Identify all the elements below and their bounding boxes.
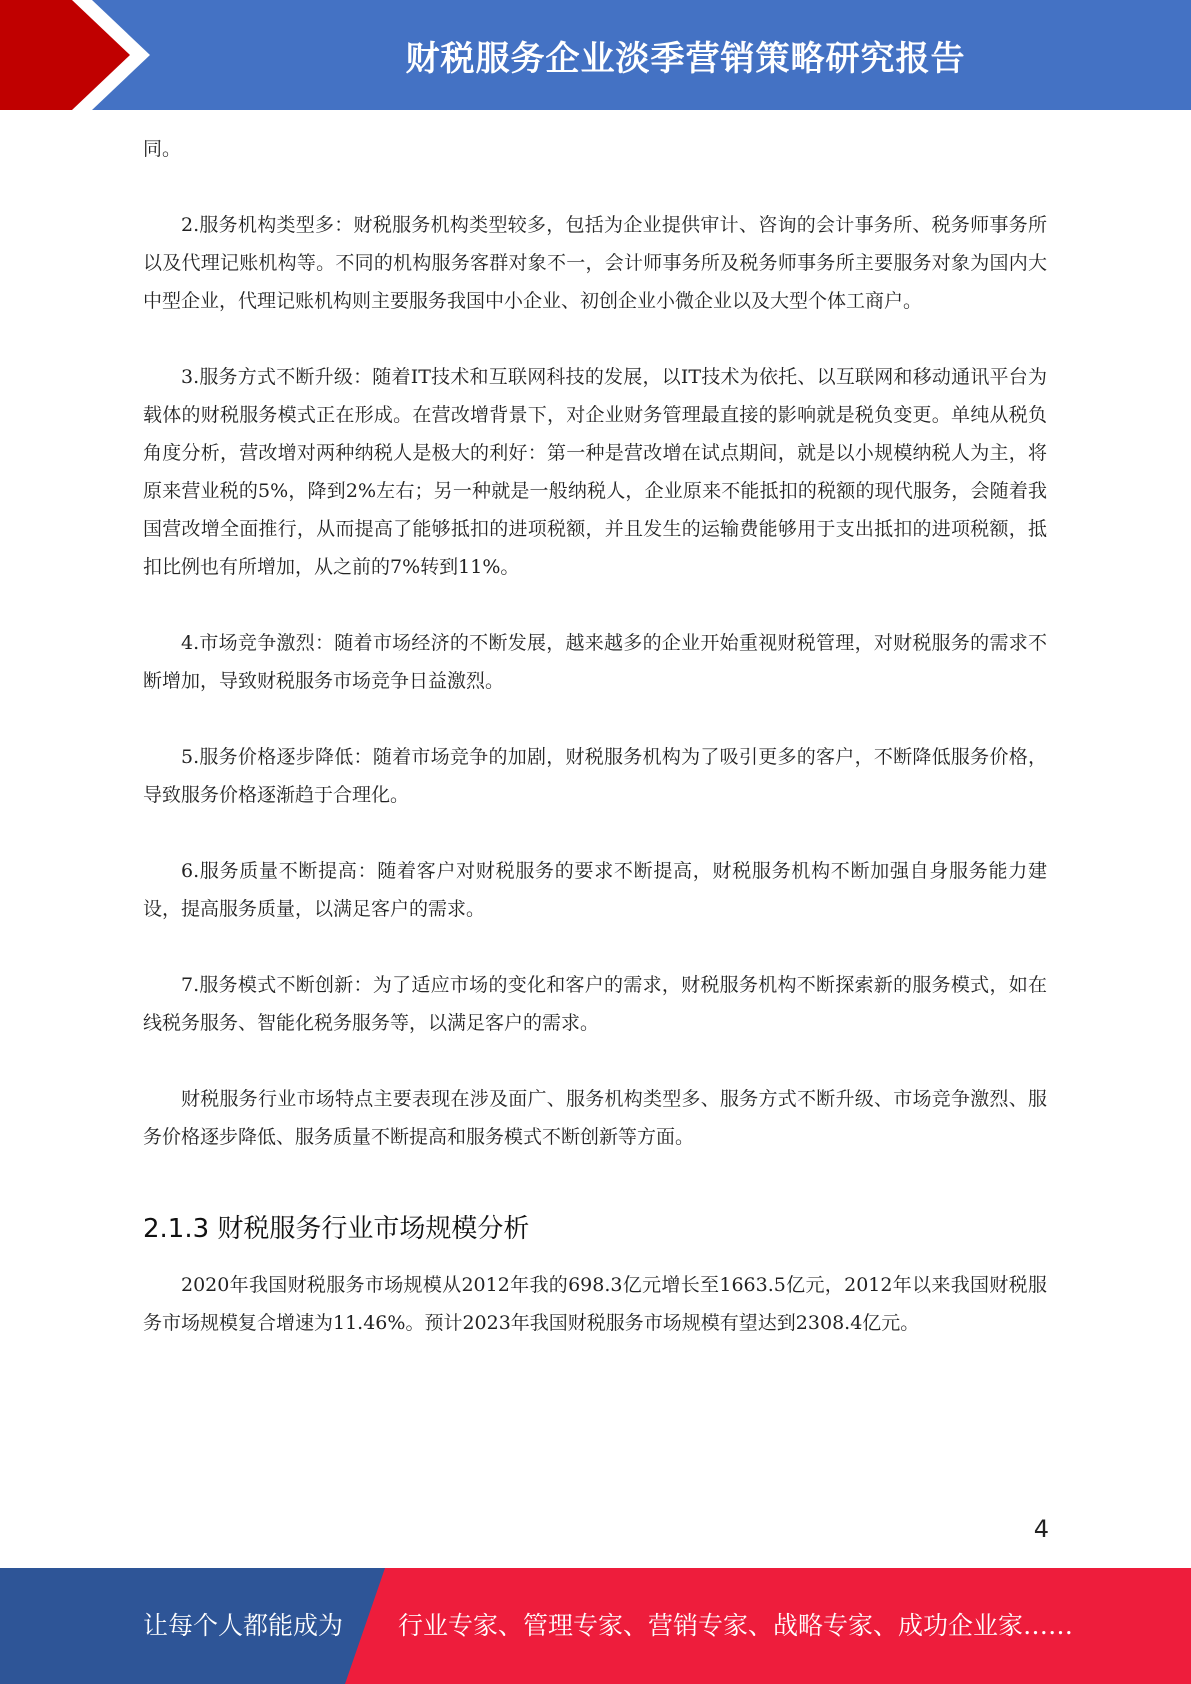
page-footer [0, 1568, 1191, 1684]
paragraph-service-types: 2.服务机构类型多：财税服务机构类型较多，包括为企业提供审计、咨询的会计事务所、税务师事务所以及代理记账机构等。不同的机构服务客群对象不一，会计师事务所及税务师事务所主要服务对象为国内大中型企业，代理记账机构则主要服务我国中小企业、初创企业小微企业以及大型个体工商户。 [143, 214, 1047, 312]
page-header [0, 0, 1191, 110]
footer-slogan-left: 让每个人都能成为 [143, 1611, 344, 1640]
paragraph-innovation: 7.服务模式不断创新：为了适应市场的变化和客户的需求，财税服务机构不断探索新的服务模式，如在线税务服务、智能化税务服务等，以满足客户的需求。 [143, 974, 1047, 1034]
footer-slogan-right: 行业专家、管理专家、营销专家、战略专家、成功企业家…… [398, 1611, 1074, 1640]
paragraph-price: 5.服务价格逐步降低：随着市场竞争的加剧，财税服务机构为了吸引更多的客户，不断降低服务价格，导致服务价格逐渐趋于合理化。 [143, 746, 1047, 806]
page-content [143, 130, 1047, 1342]
section-heading: 2.1.3 财税服务行业市场规模分析 [143, 1214, 530, 1244]
paragraph-summary: 财税服务行业市场特点主要表现在涉及面广、服务机构类型多、服务方式不断升级、市场竞争激烈、服务价格逐步降低、服务质量不断提高和服务模式不断创新等方面。 [143, 1088, 1047, 1148]
page-number: 4 [1033, 1515, 1049, 1543]
header-arrow-decoration [0, 0, 180, 110]
paragraph-service-upgrade: 3.服务方式不断升级：随着IT技术和互联网科技的发展，以IT技术为依托、以互联网和移动通讯平台为载体的财税服务模式正在形成。在营改增背景下，对企业财务管理最直接的影响就是税负变更。单纯从税负角度分析，营改增对两种纳税人是极大的利好：第一种是营改增在试点期间，就是以小规模纳税人为主，将原来营业税的5%，降到2%左右；另一种就是一般纳税人，企业原来不能抵扣的税额的现代服务，会随着我国营改增全面推行，从而提高了能够抵扣的进项税额，并且发生的运输费能够用于支出抵扣的进项税额，抵扣比例也有所增加，从之前的7%转到11%。 [143, 366, 1047, 578]
paragraph-competition: 4.市场竞争激烈：随着市场经济的不断发展，越来越多的企业开始重视财税管理，对财税服务的需求不断增加，导致财税服务市场竞争日益激烈。 [143, 632, 1047, 692]
header-title: 财税服务企业淡季营销策略研究报告 [405, 38, 966, 79]
paragraph-market-size: 2020年我国财税服务市场规模从2012年我的698.3亿元增长至1663.5亿元，2012年以来我国财税服务市场规模复合增速为11.46%。预计2023年我国财税服务市场规模有望达到2308.4亿元。 [143, 1274, 1047, 1334]
continuation-text: 同。 [143, 138, 182, 160]
paragraph-quality: 6.服务质量不断提高：随着客户对财税服务的要求不断提高，财税服务机构不断加强自身服务能力建设，提高服务质量，以满足客户的需求。 [143, 860, 1047, 920]
